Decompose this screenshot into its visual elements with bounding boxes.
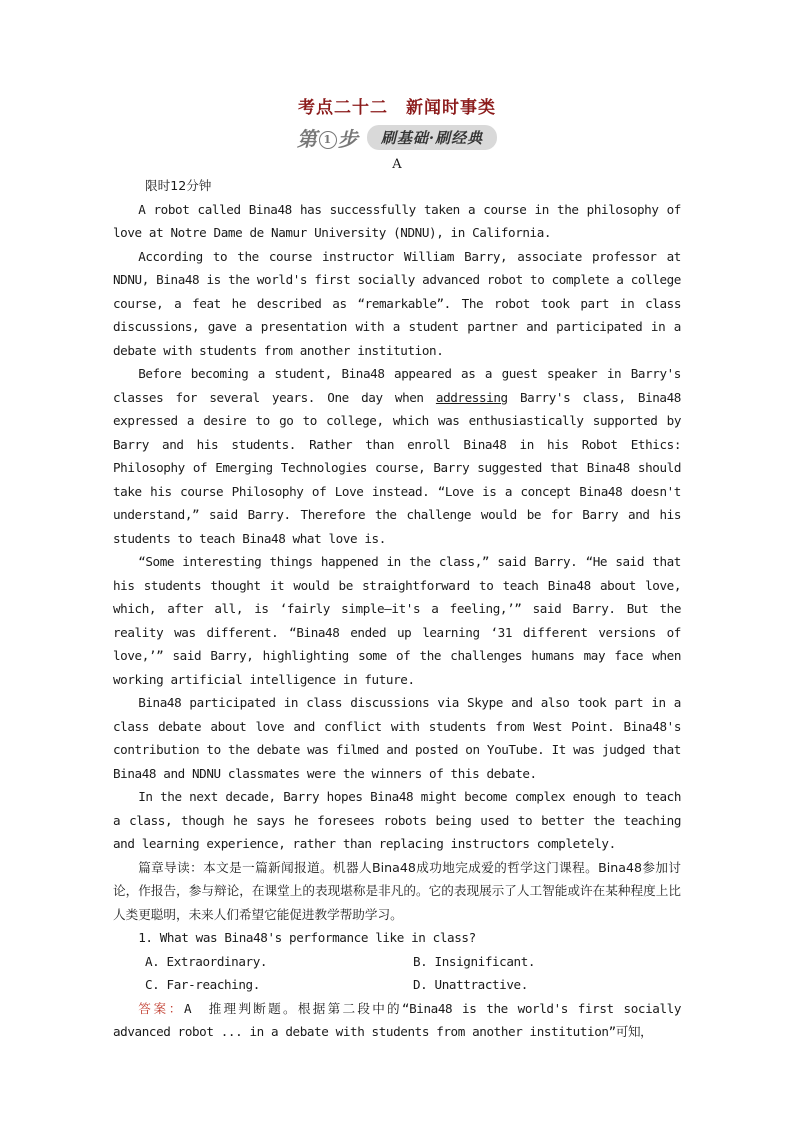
passage-paragraph-6: In the next decade, Barry hopes Bina48 might become complex enough to teach a class, though he says he foresees robots being used to better the teaching and learning experience, rather than replacing instructors completely. xyxy=(113,789,681,851)
page-title: 考点二十二 新闻时事类 xyxy=(298,98,496,118)
option-c: C. Far-reaching. xyxy=(145,977,260,992)
question-stem: 1. What was Bina48's performance like in class? xyxy=(138,930,476,945)
section-letter: A xyxy=(392,157,402,172)
passage-paragraph-4: “Some interesting things happened in the class,” said Barry. “He said that his students thought it would be straightforward to teach Bina48 about love, which, after all, is ‘fairly simple—it's a feeling,’” said Barry. But the reality was different. “Bina48 ended up learning ‘31 different versions of love,’” said Barry, highlighting some of the challenges humans may face when working artificial intelligence in future. xyxy=(113,554,681,687)
option-a: A. Extraordinary. xyxy=(145,953,268,969)
step-pill: 刷基础·刷经典 xyxy=(367,125,497,150)
answer-label: 答案： xyxy=(138,1000,184,1016)
time-limit: 限时12分钟 xyxy=(145,178,212,193)
passage-paragraph-1: A robot called Bina48 has successfully taken a course in the philosophy of love at Notre Dame de Namur University (NDNU), in California. xyxy=(113,201,681,240)
option-b: B. Insignificant. xyxy=(413,953,536,969)
reading-guide: 篇章导读：本文是一篇新闻报道。机器人Bina48成功地完成爱的哲学这门课程。Bina48参加讨论，作报告，参与辩论，在课堂上的表现堪称是非凡的。它的表现展示了人工智能或许在某种程度上比人类更聪明，未来人们希望它能促进教学帮助学习。 xyxy=(113,859,681,922)
option-d: D. Unattractive. xyxy=(413,977,528,992)
passage-paragraph-3: Before becoming a student, Bina48 appeared as a guest speaker in Barry's classes for several years. One day when addressing Barry's class, Bina48 expressed a desire to go to college, which was enthusiastically supported by Barry and his students. Rather than enroll Bina48 in his Robot Ethics: Philosophy of Emerging Technologies course, Barry suggested that Bina48 should take his course Philosophy of Love instead. “Love is a concept Bina48 doesn't understand,” said Barry. Therefore the challenge would be for Barry and his students to teach Bina48 what love is. xyxy=(113,366,681,546)
document-page xyxy=(113,96,681,1044)
answer-options xyxy=(113,950,681,997)
step-banner xyxy=(113,124,681,150)
underlined-word: addressing xyxy=(435,389,508,405)
step-number-circle: 1 xyxy=(319,131,337,149)
passage-paragraph-2: According to the course instructor William Barry, associate professor at NDNU, Bina48 is the world's first socially advanced robot to complete a college course, a feat he described as “remarkable”. The robot took part in class discussions, gave a presentation with a student partner and participated in a debate with students from another institution. xyxy=(113,248,681,358)
passage-paragraph-5: Bina48 participated in class discussions via Skype and also took part in a class debate about love and conflict with students from West Point. Bina48's contribution to the debate was filmed and posted on YouTube. It was judged that Bina48 and NDNU classmates were the winners of this debate. xyxy=(113,695,681,781)
answer-explanation: 答案：A 推理判断题。根据第二段中的“Bina48 is the world's first socially advanced robot ... in a debate with students from another institution”可知， xyxy=(113,1000,681,1039)
step-label: 第 1 步 xyxy=(296,126,359,151)
